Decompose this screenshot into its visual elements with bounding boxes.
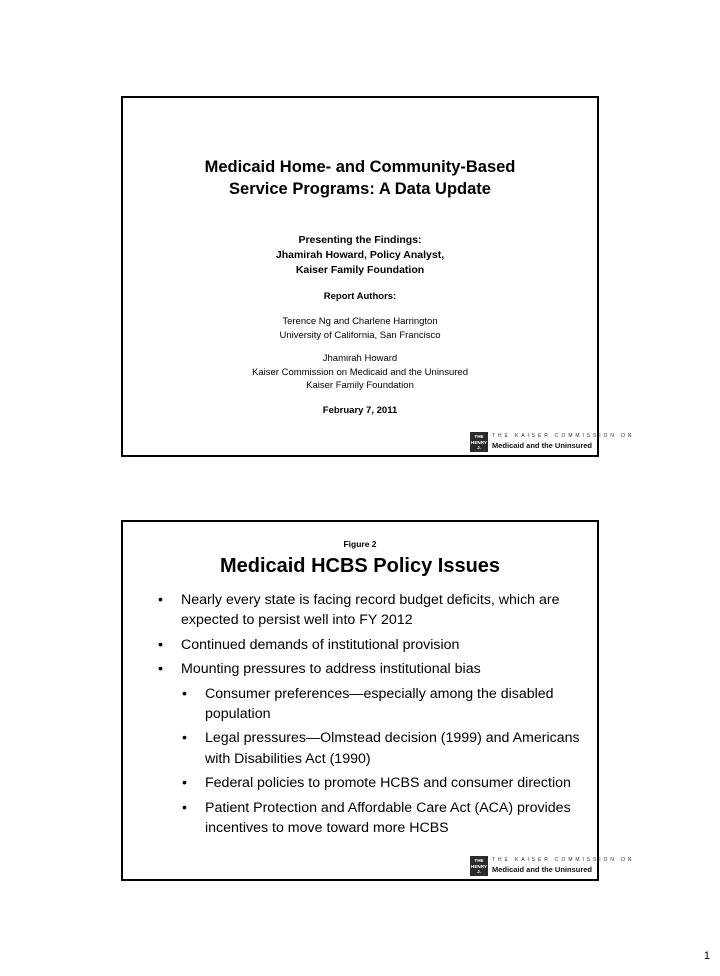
figure-label: Figure 2: [343, 539, 377, 549]
title-line: Service Programs: A Data Update: [229, 180, 491, 198]
bullet-icon: •: [182, 685, 187, 702]
bullet-text: Continued demands of institutional provision: [181, 636, 460, 653]
kaiser-brand: [470, 432, 635, 461]
slide-2-title: Medicaid HCBS Policy Issues: [219, 555, 501, 577]
bullet-text: Legal pressures—Olmstead decision (1999) and Americans with Disabilities Act (1990): [205, 730, 580, 767]
sub-bullet-item: [153, 773, 587, 793]
logo-text: KAISER: [470, 450, 488, 456]
logo-text: FAMILY: [470, 456, 488, 461]
bullet-text: Mounting pressures to address institutional bias: [181, 661, 481, 678]
logo-text: FAMILY: [470, 880, 488, 885]
logo-text: THE HENRY J.: [471, 858, 487, 874]
authors-group-1: [123, 315, 597, 342]
bullet-text: Consumer preferences—especially among the disabled population: [205, 685, 554, 723]
bullet-icon: •: [182, 799, 187, 816]
presenter-line: Jhamirah Howard, Policy Analyst,: [275, 249, 445, 261]
logo-text: KAISER: [470, 874, 488, 880]
authors-label: Report Authors:: [323, 291, 397, 302]
presenter-block: [123, 233, 597, 278]
bullet-icon: •: [182, 775, 187, 792]
bullet-icon: •: [158, 661, 163, 678]
sub-bullet-item: [153, 798, 587, 839]
author-line: Kaiser Commission on Medicaid and the Uninsured: [252, 366, 468, 378]
author-line: Jhamirah Howard: [322, 353, 398, 364]
presentation-date: February 7, 2011: [322, 405, 398, 416]
slide-2: [121, 520, 635, 885]
bullet-item: [153, 590, 587, 631]
sub-bullet-item: [153, 728, 587, 769]
bullet-icon: •: [158, 592, 163, 608]
title-line: Medicaid Home- and Community-Based: [204, 158, 516, 176]
bullet-text: Nearly every state is facing record budget deficits, which are expected to persist well into FY 2012: [181, 592, 560, 629]
bullet-text: Patient Protection and Affordable Care Act (ACA) provides incentives to move toward more HCBS: [205, 799, 571, 837]
brand-line-2: Medicaid and the Uninsured: [492, 865, 593, 874]
presenter-line: Presenting the Findings:: [298, 234, 422, 246]
bullet-list: [153, 590, 587, 842]
brand-line-2: Medicaid and the Uninsured: [492, 441, 593, 450]
kff-logo-icon: [470, 856, 488, 885]
bullet-item: [153, 635, 587, 655]
page-number: 1: [703, 950, 710, 962]
kaiser-brand: [470, 856, 635, 885]
author-line: Kaiser Family Foundation: [306, 380, 414, 391]
authors-group-2: [123, 352, 597, 393]
bullet-icon: •: [158, 636, 163, 653]
slide-1: [121, 96, 635, 461]
presenter-line: Kaiser Family Foundation: [295, 264, 425, 276]
bullet-icon: •: [182, 730, 187, 747]
kff-logo-icon: [470, 432, 488, 461]
sub-bullet-item: [153, 684, 587, 725]
author-line: Terence Ng and Charlene Harrington: [282, 316, 438, 327]
slide-1-title: [123, 156, 597, 200]
bullet-item: [153, 659, 587, 679]
brand-line-1: THE KAISER COMMISSION ON: [492, 433, 635, 439]
bullet-text: Federal policies to promote HCBS and consumer direction: [205, 775, 571, 792]
logo-text: THE HENRY J.: [471, 434, 487, 450]
brand-line-1: THE KAISER COMMISSION ON: [492, 857, 635, 863]
author-line: University of California, San Francisco: [279, 329, 441, 341]
